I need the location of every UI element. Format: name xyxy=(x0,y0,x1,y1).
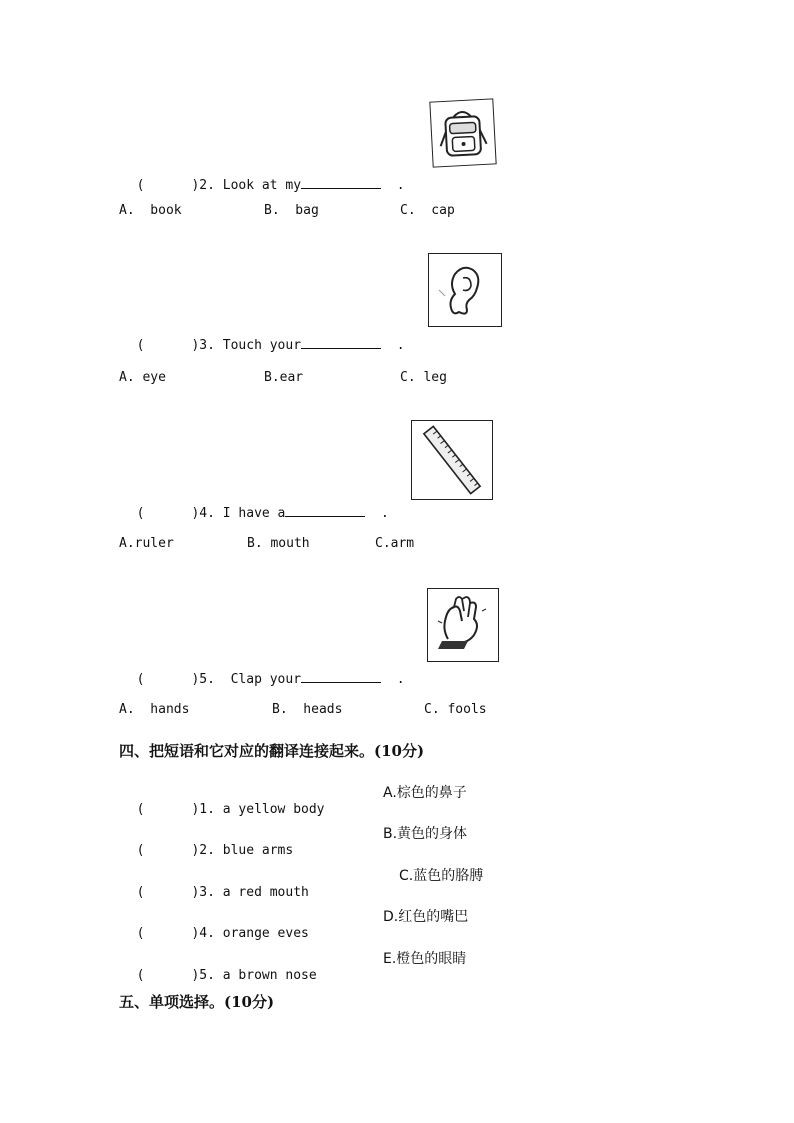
match-translation: B.黄色的身体 xyxy=(383,826,468,842)
clapping-hands-picture xyxy=(427,588,499,662)
ruler-picture xyxy=(411,420,493,500)
match-row: ( )2. blue arms xyxy=(136,843,294,858)
ruler-icon xyxy=(412,421,492,499)
match-row: ( )4. orange eves xyxy=(136,926,309,941)
match-row: ( )1. a yellow body xyxy=(136,802,325,817)
answer-paren[interactable]: ( ) xyxy=(136,802,200,817)
option-b: B. mouth xyxy=(247,536,310,551)
option-b: B. bag xyxy=(264,203,319,218)
backpack-picture xyxy=(429,98,496,167)
question-2: ( )2. Look at my . xyxy=(136,178,405,193)
ear-picture xyxy=(428,253,502,327)
match-translation: E.橙色的眼睛 xyxy=(383,951,467,967)
option-c: C.arm xyxy=(375,536,415,551)
option-b: B.ear xyxy=(264,370,304,385)
answer-blank[interactable] xyxy=(301,670,381,683)
answer-paren[interactable]: ( ) xyxy=(136,338,200,353)
option-a: A. eye xyxy=(119,370,166,385)
answer-paren[interactable]: ( ) xyxy=(136,506,200,521)
answer-paren[interactable]: ( ) xyxy=(136,968,200,983)
answer-blank[interactable] xyxy=(285,504,365,517)
answer-paren[interactable]: ( ) xyxy=(136,843,200,858)
question-4: ( )4. I have a . xyxy=(136,506,389,521)
section-5-title: 五、单项选择。(10分) xyxy=(119,993,275,1011)
answer-paren[interactable]: ( ) xyxy=(136,178,200,193)
option-c: C. cap xyxy=(400,203,455,218)
question-5: ( )5. Clap your . xyxy=(136,672,405,687)
match-translation: D.红色的嘴巴 xyxy=(383,909,469,925)
clapping-hands-icon xyxy=(428,589,498,661)
match-row: ( )3. a red mouth xyxy=(136,885,309,900)
option-c: C. fools xyxy=(424,702,487,717)
match-row: ( )5. a brown nose xyxy=(136,968,317,983)
option-a: A. book xyxy=(119,203,182,218)
answer-paren[interactable]: ( ) xyxy=(136,672,200,687)
option-b: B. heads xyxy=(272,702,343,717)
match-translation: C.蓝色的胳膊 xyxy=(399,868,484,884)
option-c: C. leg xyxy=(400,370,447,385)
option-a: A.ruler xyxy=(119,536,174,551)
backpack-icon xyxy=(430,99,495,166)
answer-blank[interactable] xyxy=(301,336,381,349)
section-4-title: 四、把短语和它对应的翻译连接起来。(10分) xyxy=(119,742,425,760)
answer-paren[interactable]: ( ) xyxy=(136,885,200,900)
question-3: ( )3. Touch your . xyxy=(136,338,405,353)
answer-paren[interactable]: ( ) xyxy=(136,926,200,941)
ear-icon xyxy=(429,254,501,326)
match-translation: A.棕色的鼻子 xyxy=(383,785,467,801)
option-a: A. hands xyxy=(119,702,190,717)
answer-blank[interactable] xyxy=(301,176,381,189)
